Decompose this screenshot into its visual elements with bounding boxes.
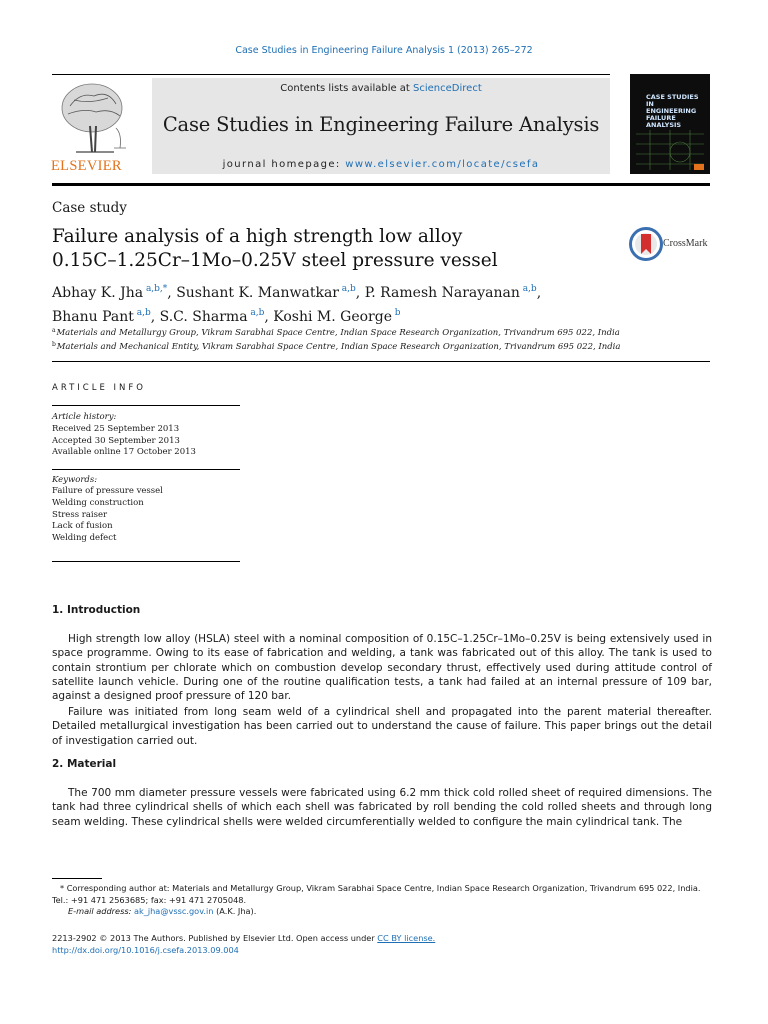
keyword-item: Failure of pressure vessel (52, 486, 163, 496)
affiliation-key: a (52, 327, 56, 334)
cc-license-link[interactable]: CC BY license. (377, 933, 436, 943)
journal-homepage-line (152, 159, 610, 170)
section-heading-material: 2. Material (52, 758, 117, 770)
author-separator: , (536, 285, 542, 301)
affiliation-item (52, 339, 712, 353)
author-name: Abhay K. Jha (52, 285, 144, 301)
author-affiliation-marker[interactable]: a,b,* (145, 284, 168, 294)
elsevier-wordmark: ELSEVIER (51, 158, 122, 174)
cover-title-line: FAILURE (646, 114, 676, 122)
article-info-rule (52, 561, 240, 562)
affiliations (52, 325, 712, 353)
history-item: Available online 17 October 2013 (52, 447, 196, 457)
section-rule (52, 361, 710, 362)
crossmark-label[interactable]: CrossMark (663, 238, 708, 249)
copyright-line (52, 933, 712, 945)
contents-line (152, 83, 610, 94)
author-name: Sushant K. Manwatkar (176, 285, 339, 301)
copyright-block (52, 933, 712, 956)
homepage-link[interactable]: www.elsevier.com/locate/csefa (345, 159, 540, 170)
header-rule (52, 74, 610, 75)
author-affiliation-marker[interactable]: b (394, 308, 401, 318)
masthead-rule (52, 183, 710, 186)
affiliation-key: b (52, 341, 56, 348)
affiliation-text: Materials and Mechanical Entity, Vikram Sarabhai Space Centre, Indian Space Research Organization, Trivandrum 695 022, India (56, 342, 621, 352)
sciencedirect-link[interactable]: ScienceDirect (413, 83, 482, 94)
copyright-text: 2213-2902 © 2013 The Authors. Published by Elsevier Ltd. Open access under (52, 933, 378, 943)
author-affiliation-marker[interactable]: a,b (136, 308, 151, 318)
footnote-rule (52, 878, 102, 879)
email-label: E-mail address: (68, 906, 134, 916)
article-info-heading: ARTICLE INFO (52, 383, 146, 393)
affiliation-item (52, 325, 712, 339)
cover-title-line: ENGINEERING (646, 107, 697, 115)
contents-prefix: Contents lists available at (280, 83, 414, 94)
intro-paragraph-1: High strength low alloy (HSLA) steel with a nominal composition of 0.15C–1.25Cr–1Mo–0.25V is being extensively used in space programme. Owing to its ease of fabrication and welding, a tank was fabricated out of this alloy. The tank is used to contain strontium per chlorate which on combustion develop secondary thrust, effectively used during attitude control of satellite launch vehicle. During one of the routine qualification tests, a tank had failed at an internal pressure of 109 bar, against a designed proof pressure of 120 bar. (52, 633, 712, 703)
article-info-rule (52, 469, 240, 470)
author-separator: , (264, 309, 274, 325)
homepage-prefix: journal homepage: (222, 159, 346, 170)
cover-title-line: CASE STUDIES IN (646, 93, 699, 108)
author-affiliation-marker[interactable]: a,b (250, 308, 265, 318)
keyword-item: Stress raiser (52, 509, 108, 520)
journal-citation[interactable]: Case Studies in Engineering Failure Analysis 1 (2013) 265–272 (235, 45, 533, 56)
article-title (52, 225, 612, 273)
keywords-label: Keywords: (52, 475, 98, 485)
author-affiliation-marker[interactable]: a,b (522, 284, 537, 294)
keyword-item: Welding defect (52, 533, 117, 544)
history-item: Accepted 30 September 2013 (52, 435, 180, 446)
doi-link[interactable]: http://dx.doi.org/10.1016/j.csefa.2013.09.004 (52, 944, 239, 955)
crossmark-icon[interactable] (629, 227, 663, 261)
cover-title (646, 94, 706, 129)
email-suffix: (A.K. Jha). (213, 906, 257, 916)
section-heading-introduction: 1. Introduction (52, 604, 141, 616)
author-separator: , (167, 285, 177, 301)
affiliation-text: Materials and Metallurgy Group, Vikram Sarabhai Space Centre, Indian Space Research Organization, Trivandrum 695 022, India (56, 328, 620, 338)
author-name: Koshi M. George (273, 309, 392, 325)
author-email-link[interactable]: ak_jha@vssc.gov.in (133, 906, 214, 916)
journal-title: Case Studies in Engineering Failure Analysis (162, 113, 600, 136)
keyword-item: Welding construction (52, 497, 144, 508)
material-paragraph-1: The 700 mm diameter pressure vessels were fabricated using 6.2 mm thick cold rolled sheet of required dimensions. The tank had three cylindrical shells of which each shell was fabricated by roll bending the cold rolled sheets and through long seam welding. These cylindrical shells were welded circumferentially welded to configure the main cylindrical tank. The (52, 787, 712, 828)
corresponding-author-footnote (52, 883, 712, 918)
author-list (52, 279, 712, 327)
author-separator: , (355, 285, 365, 301)
keywords-list (52, 486, 163, 545)
author-name: S.C. Sharma (159, 309, 248, 325)
author-affiliation-marker[interactable]: a,b (341, 284, 356, 294)
author-separator: , (150, 309, 160, 325)
article-history (52, 424, 196, 459)
title-line: 0.15C–1.25Cr–1Mo–0.25V steel pressure vessel (52, 250, 498, 271)
article-type: Case study (52, 200, 127, 216)
history-item: Received 25 September 2013 (52, 424, 180, 434)
intro-paragraph-2: Failure was initiated from long seam weld of a cylindrical shell and propagated into the parent material thereafter. Detailed metallurgical investigation has been carried out to understand the cause of failure. This paper brings out the detail of investigation carried out. (52, 706, 712, 747)
author-name: Bhanu Pant (52, 309, 134, 325)
footnote-text: * Corresponding author at: Materials and Metallurgy Group, Vikram Sarabhai Space Centre, Indian Space Research Organization, Trivandrum 695 022, India. Tel.: +91 471 2563685; fax: +91 471 2705048. (52, 883, 701, 905)
article-info-rule (52, 405, 240, 406)
keyword-item: Lack of fusion (52, 521, 113, 532)
history-label: Article history: (52, 412, 117, 422)
cover-title-line: ANALYSIS (646, 121, 682, 129)
title-line: Failure analysis of a high strength low alloy (52, 226, 463, 247)
author-name: P. Ramesh Narayanan (364, 285, 520, 301)
footnote-email-line (52, 906, 712, 918)
